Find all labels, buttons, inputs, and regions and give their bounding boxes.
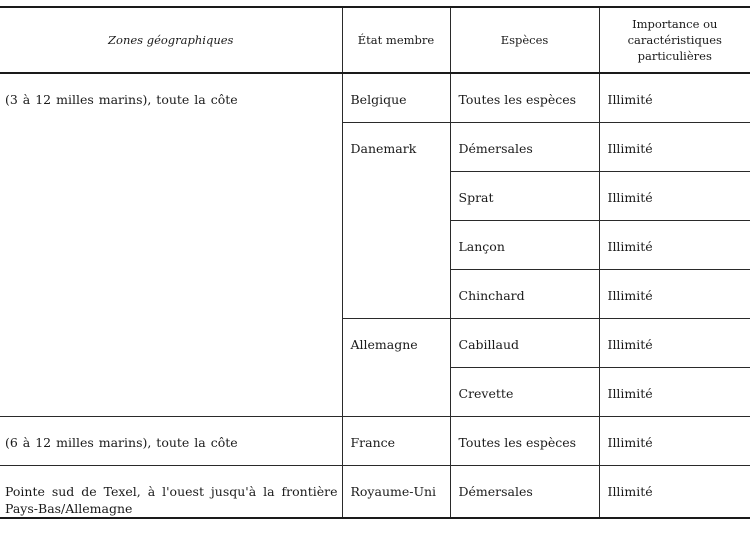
header-member-state: État membre	[342, 7, 450, 73]
member-state-cell: Danemark	[342, 123, 450, 319]
species-cell: Cabillaud	[450, 319, 599, 368]
importance-cell: Illimité	[599, 417, 750, 466]
species-cell: Sprat	[450, 172, 599, 221]
header-species: Espèces	[450, 7, 599, 73]
zone-cell: (6 à 12 milles marins), toute la côte	[0, 417, 342, 466]
species-cell: Chinchard	[450, 270, 599, 319]
species-cell: Lançon	[450, 221, 599, 270]
member-state-cell: Belgique	[342, 73, 450, 123]
zone-cell: (3 à 12 milles marins), toute la côte	[0, 73, 342, 417]
importance-cell: Illimité	[599, 221, 750, 270]
species-cell: Toutes les espèces	[450, 417, 599, 466]
importance-cell: Illimité	[599, 466, 750, 519]
importance-cell: Illimité	[599, 73, 750, 123]
importance-cell: Illimité	[599, 319, 750, 368]
table-row	[0, 417, 750, 466]
species-cell: Démersales	[450, 466, 599, 519]
importance-cell: Illimité	[599, 368, 750, 417]
fishing-zones-table	[0, 6, 750, 519]
species-cell: Toutes les espèces	[450, 73, 599, 123]
importance-cell: Illimité	[599, 270, 750, 319]
species-cell: Démersales	[450, 123, 599, 172]
zone-cell: Pointe sud de Texel, à l'ouest jusqu'à la frontière Pays-Bas/Allemagne	[0, 466, 342, 519]
member-state-cell: France	[342, 417, 450, 466]
table-row	[0, 73, 750, 123]
importance-cell: Illimité	[599, 172, 750, 221]
header-importance: Importance ou caractéristiques particulières	[599, 7, 750, 73]
table-row	[0, 466, 750, 519]
member-state-cell: Royaume-Uni	[342, 466, 450, 519]
header-row	[0, 7, 750, 73]
importance-cell: Illimité	[599, 123, 750, 172]
member-state-cell: Allemagne	[342, 319, 450, 417]
species-cell: Crevette	[450, 368, 599, 417]
header-zones: Zones géographiques	[0, 7, 342, 73]
